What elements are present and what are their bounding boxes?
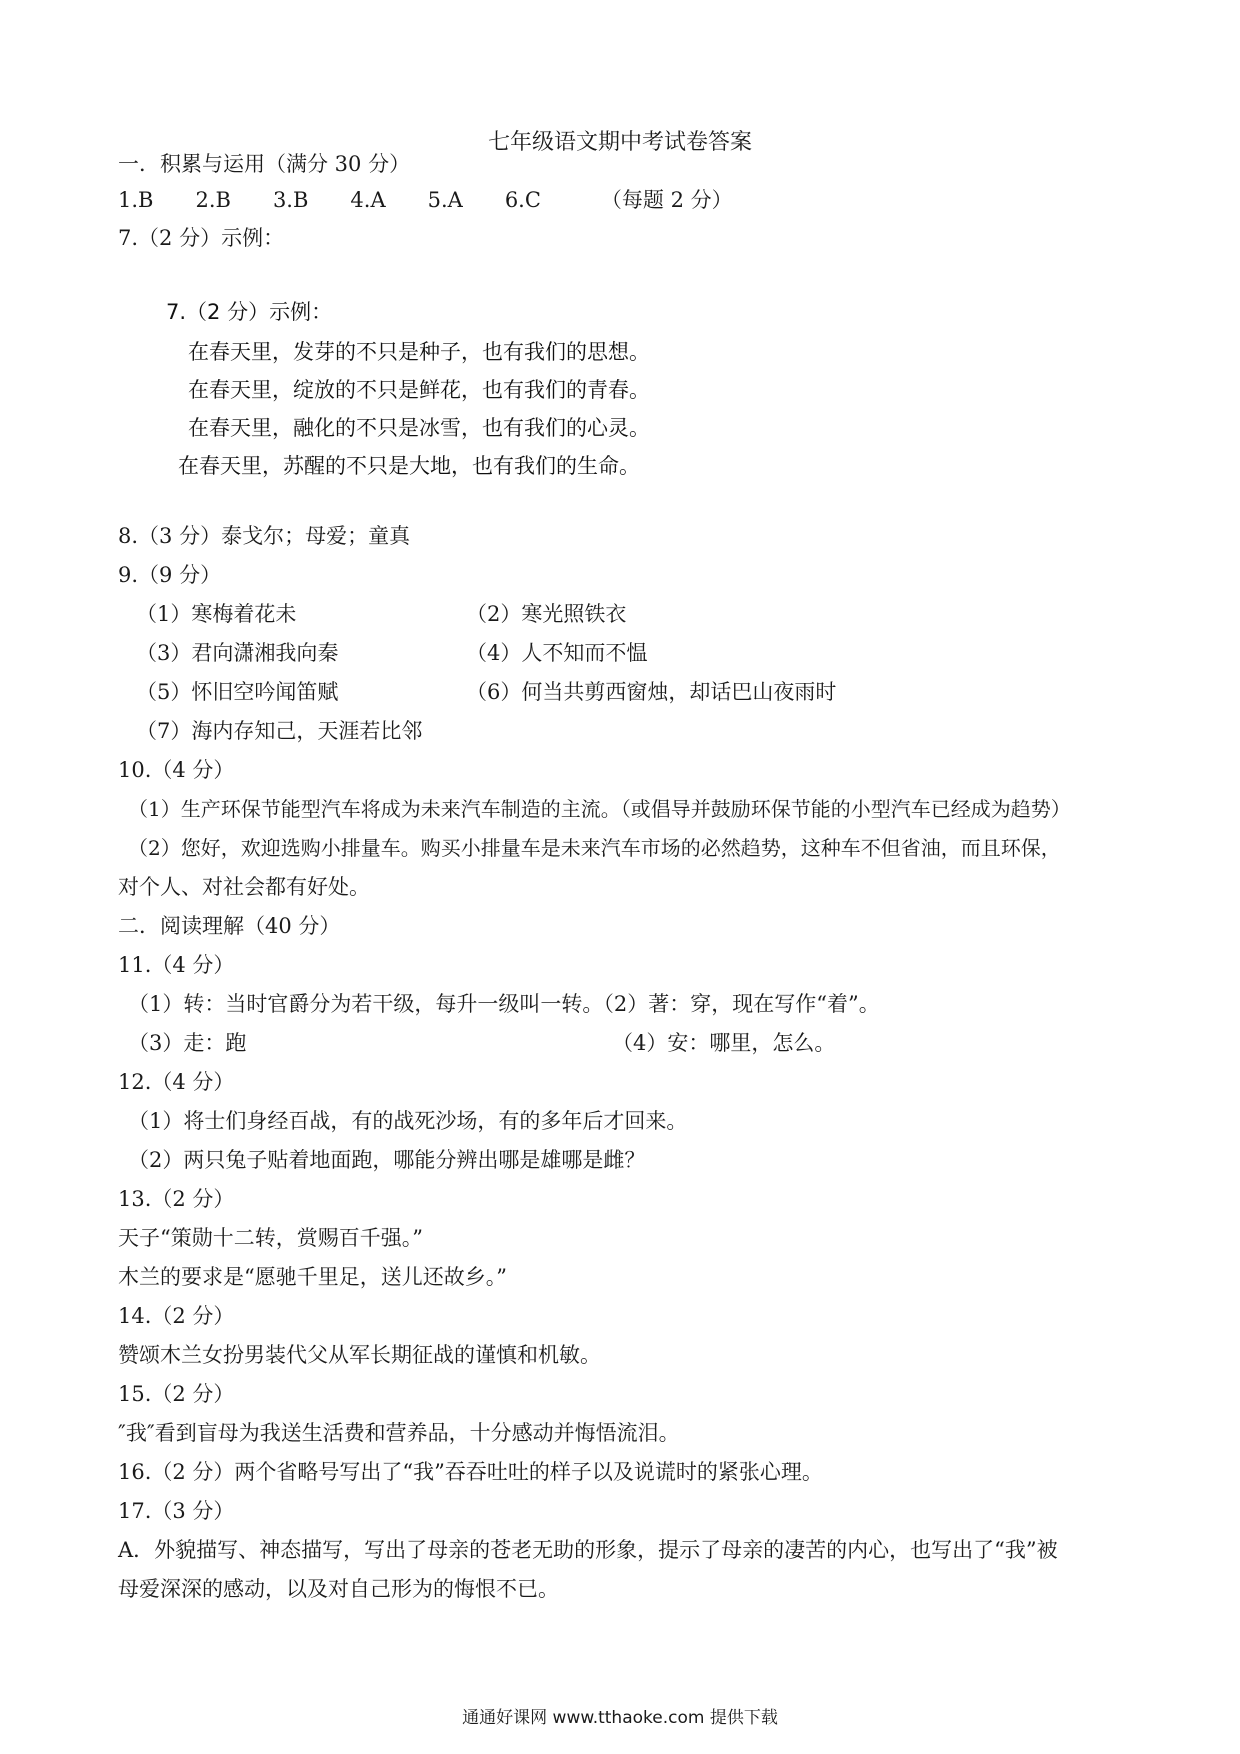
- q15-answer: ″我″看到盲母为我送生活费和营养品，十分感动并悔悟流泪。: [118, 1421, 680, 1445]
- q11-answer-3: （3）走：跑: [128, 1031, 247, 1055]
- q15-heading: 15.（2 分）: [118, 1382, 235, 1406]
- mcq-answer: 3.B: [272, 188, 309, 212]
- q9-item: （4）人不知而不愠: [466, 641, 648, 665]
- mcq-answer: 5.A: [427, 188, 463, 212]
- q7-example-line: 在春天里，苏醒的不只是大地，也有我们的生命。: [178, 454, 640, 478]
- q14-answer: 赞颂木兰女扮男装代父从军长期征战的谨慎和机敏。: [118, 1343, 601, 1367]
- q7-example-image: [118, 292, 678, 502]
- q9-item: （5）怀旧空吟闻笛赋: [136, 680, 339, 704]
- q7-heading: 7.（2 分）示例：: [118, 226, 285, 250]
- q9-item: （3）君向潇湘我向秦: [136, 641, 339, 665]
- q13-answer-b: 木兰的要求是“愿驰千里足，送儿还故乡。”: [118, 1265, 507, 1289]
- q11-answer-1-2: （1）转：当时官爵分为若干级，每升一级叫一转。（2）著：穿，现在写作“着”。: [128, 992, 880, 1016]
- site-footer: 通通好课网 www.tthaoke.com 提供下载: [462, 1708, 778, 1728]
- q13-heading: 13.（2 分）: [118, 1187, 235, 1211]
- q10-heading: 10.（4 分）: [118, 758, 235, 782]
- q9-item: （2）寒光照铁衣: [466, 602, 627, 626]
- multiple-choice-answers: [118, 186, 733, 214]
- q10-answer-1: （1）生产环保节能型汽车将成为未来汽车制造的主流。（或倡导并鼓励环保节能的小型汽车已经成为趋势）: [128, 797, 1071, 821]
- q12-answer-2: （2）两只兔子贴着地面跑，哪能分辨出哪是雄哪是雌？: [128, 1148, 646, 1172]
- q13-answer-a: 天子“策勋十二转，赏赐百千强。”: [118, 1226, 423, 1250]
- q14-heading: 14.（2 分）: [118, 1304, 235, 1328]
- q16-answer: 16.（2 分）两个省略号写出了“我”吞吞吐吐的样子以及说谎时的紧张心理。: [118, 1460, 823, 1484]
- q11-answer-4: （4）安：哪里，怎么。: [612, 1031, 836, 1055]
- q7-inset-heading: 7.（2 分）示例：: [166, 300, 333, 324]
- q8-answer: 8.（3 分）泰戈尔；母爱；童真: [118, 524, 411, 548]
- q9-heading: 9.（9 分）: [118, 563, 222, 587]
- q17-heading: 17.（3 分）: [118, 1499, 235, 1523]
- mcq-answer: 1.B: [118, 188, 154, 212]
- page-title: 七年级语文期中考试卷答案: [487, 130, 752, 155]
- q10-answer-2: （2）您好，欢迎选购小排量车。购买小排量车是未来汽车市场的必然趋势，这种车不但省油，而且环保，: [128, 836, 1061, 860]
- q9-item: （6）何当共剪西窗烛，却话巴山夜雨时: [466, 680, 837, 704]
- q7-example-line: 在春天里，绽放的不只是鲜花，也有我们的青春。: [188, 378, 650, 402]
- mcq-answer: 4.A: [350, 188, 386, 212]
- mcq-answer: 2.B: [195, 188, 231, 212]
- q12-answer-1: （1）将士们身经百战，有的战死沙场，有的多年后才回来。: [128, 1109, 688, 1133]
- q7-example-line: 在春天里，发芽的不只是种子，也有我们的思想。: [188, 340, 650, 364]
- q12-heading: 12.（4 分）: [118, 1070, 235, 1094]
- q9-item: （7）海内存知己，天涯若比邻: [136, 719, 423, 743]
- mcq-score-note: （每题 2 分）: [600, 188, 733, 212]
- mcq-answer: 6.C: [504, 188, 541, 212]
- q17-answer-a-cont: 母爱深深的感动，以及对自己形为的悔恨不已。: [118, 1577, 559, 1601]
- q9-item: （1）寒梅着花未: [136, 602, 297, 626]
- q17-answer-a: A．外貌描写、神态描写，写出了母亲的苍老无助的形象，提示了母亲的凄苦的内心，也写出了“我”被: [118, 1538, 1058, 1562]
- q10-answer-2-cont: 对个人、对社会都有好处。: [118, 875, 370, 899]
- section-2-heading: 二．阅读理解（40 分）: [118, 914, 341, 938]
- section-1-heading: 一．积累与运用（满分 30 分）: [118, 152, 411, 176]
- q11-heading: 11.（4 分）: [118, 953, 235, 977]
- q7-example-line: 在春天里，融化的不只是冰雪，也有我们的心灵。: [188, 416, 650, 440]
